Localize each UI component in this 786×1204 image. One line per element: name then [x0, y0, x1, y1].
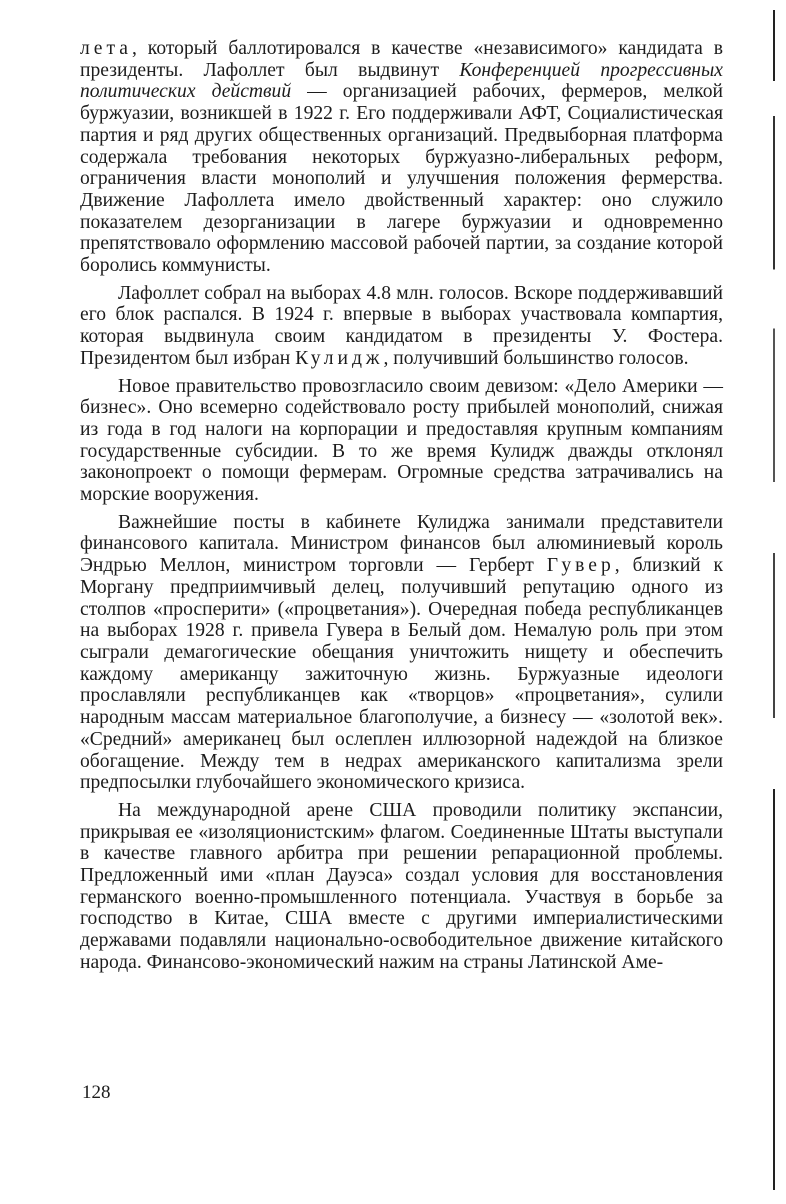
page-number: 128 — [82, 1082, 111, 1103]
paragraph-2 — [80, 283, 723, 370]
paragraph-5-part-1: На международной арене США проводили политику экспансии, прикрывая ее «изоляционистским» флагом. Соединенные Штаты выступали в качестве главного арбитра при решении репарационной проблемы. Предложенный ими «план Дауэса» создал условия для восстановления германского военно-промышленного потенциала. Участвуя в борьбе за господство в Китае, США вместе с другими империалистическими державами подавляли национально-освободительное движение китайского народа. Финансово-экономический нажим на страны Латинской Аме- — [80, 799, 723, 973]
paragraph-4-part-1: Важнейшие посты в кабинете Кулиджа занимали представители финансового капитала. Министром финансов был алюминиевый король Эндрью Меллон, министром торговли — Герберт — [80, 511, 723, 577]
paragraph-5 — [80, 800, 723, 974]
paragraph-3-part-1: Новое правительство провозгласило своим девизом: «Дело Америки — бизнес». Оно всемерно содействовало росту прибылей монополий, снижая из года в год налоги на корпорации и предоставляя крупным компаниям государственные субсидии. В то же время Кулидж дважды отклонял законопроект о помощи фермерам. Огромные средства затрачивались на морские вооружения. — [80, 375, 723, 506]
paragraph-1-part-1: лета — [80, 38, 132, 59]
paragraph-1-part-2: , который баллотировался в качестве «независимого» кандидата в президенты. Лафоллет был выдвинут — [80, 38, 723, 81]
paragraph-4-part-3: , близкий к Моргану предприимчивый делец, получивший репутацию одного из столпов «просперити» («процветания»). Очередная победа республиканцев на выборах 1928 г. привела Гувера в Белый дом. Немалую роль при этом сыграли демагогические обещания уничтожить нищету и обеспечить каждому американцу зажиточную жизнь. Буржуазные идеологи прославляли республиканцев как «творцов» «процветания», сулили народным массам материальное благополучие, а бизнесу — «золотой век». «Средний» американец был ослеплен иллюзорной надеждой на близкое обогащение. Между тем в недрах американского капитализма зрели предпосылки глубочайшего экономического кризиса. — [80, 555, 723, 794]
paragraph-1-part-4: — организацией рабочих, фермеров, мелкой буржуазии, возникшей в 1922 г. Его поддерживали АФТ, Социалистическая партия и ряд других общественных организаций. Предвыборная платформа содержала требования некоторых буржуазно-либеральных реформ, ограничения власти монополий и улучшения положения фермерства. Движение Лафоллета имело двойственный характер: оно служило показателем дезорганизации в лагере буржуазии и одновременно препятствовало оформлению массовой рабочей партии, за создание которой боролись коммунисты. — [80, 81, 723, 277]
paragraph-4-part-2: Гувер — [546, 555, 615, 577]
paragraph-3 — [80, 376, 723, 506]
page-edge-line — [773, 10, 775, 1190]
book-page-text — [80, 38, 723, 974]
paragraph-2-part-2: Кулидж — [295, 347, 384, 369]
paragraph-1-part-3: Конференцией прогрессивных политических действий — [80, 59, 723, 103]
paragraph-2-part-1: Лафоллет собрал на выборах 4.8 млн. голосов. Вскоре поддерживавший его блок распался. В 1924 г. впервые в выборах участвовала компартия, которая выдвинула своим кандидатом в президенты У. Фостера. Президентом был избран — [80, 282, 723, 369]
paragraph-1 — [80, 38, 723, 277]
paragraph-4 — [80, 512, 723, 794]
paragraph-2-part-3: , получивший большинство голосов. — [383, 347, 689, 369]
